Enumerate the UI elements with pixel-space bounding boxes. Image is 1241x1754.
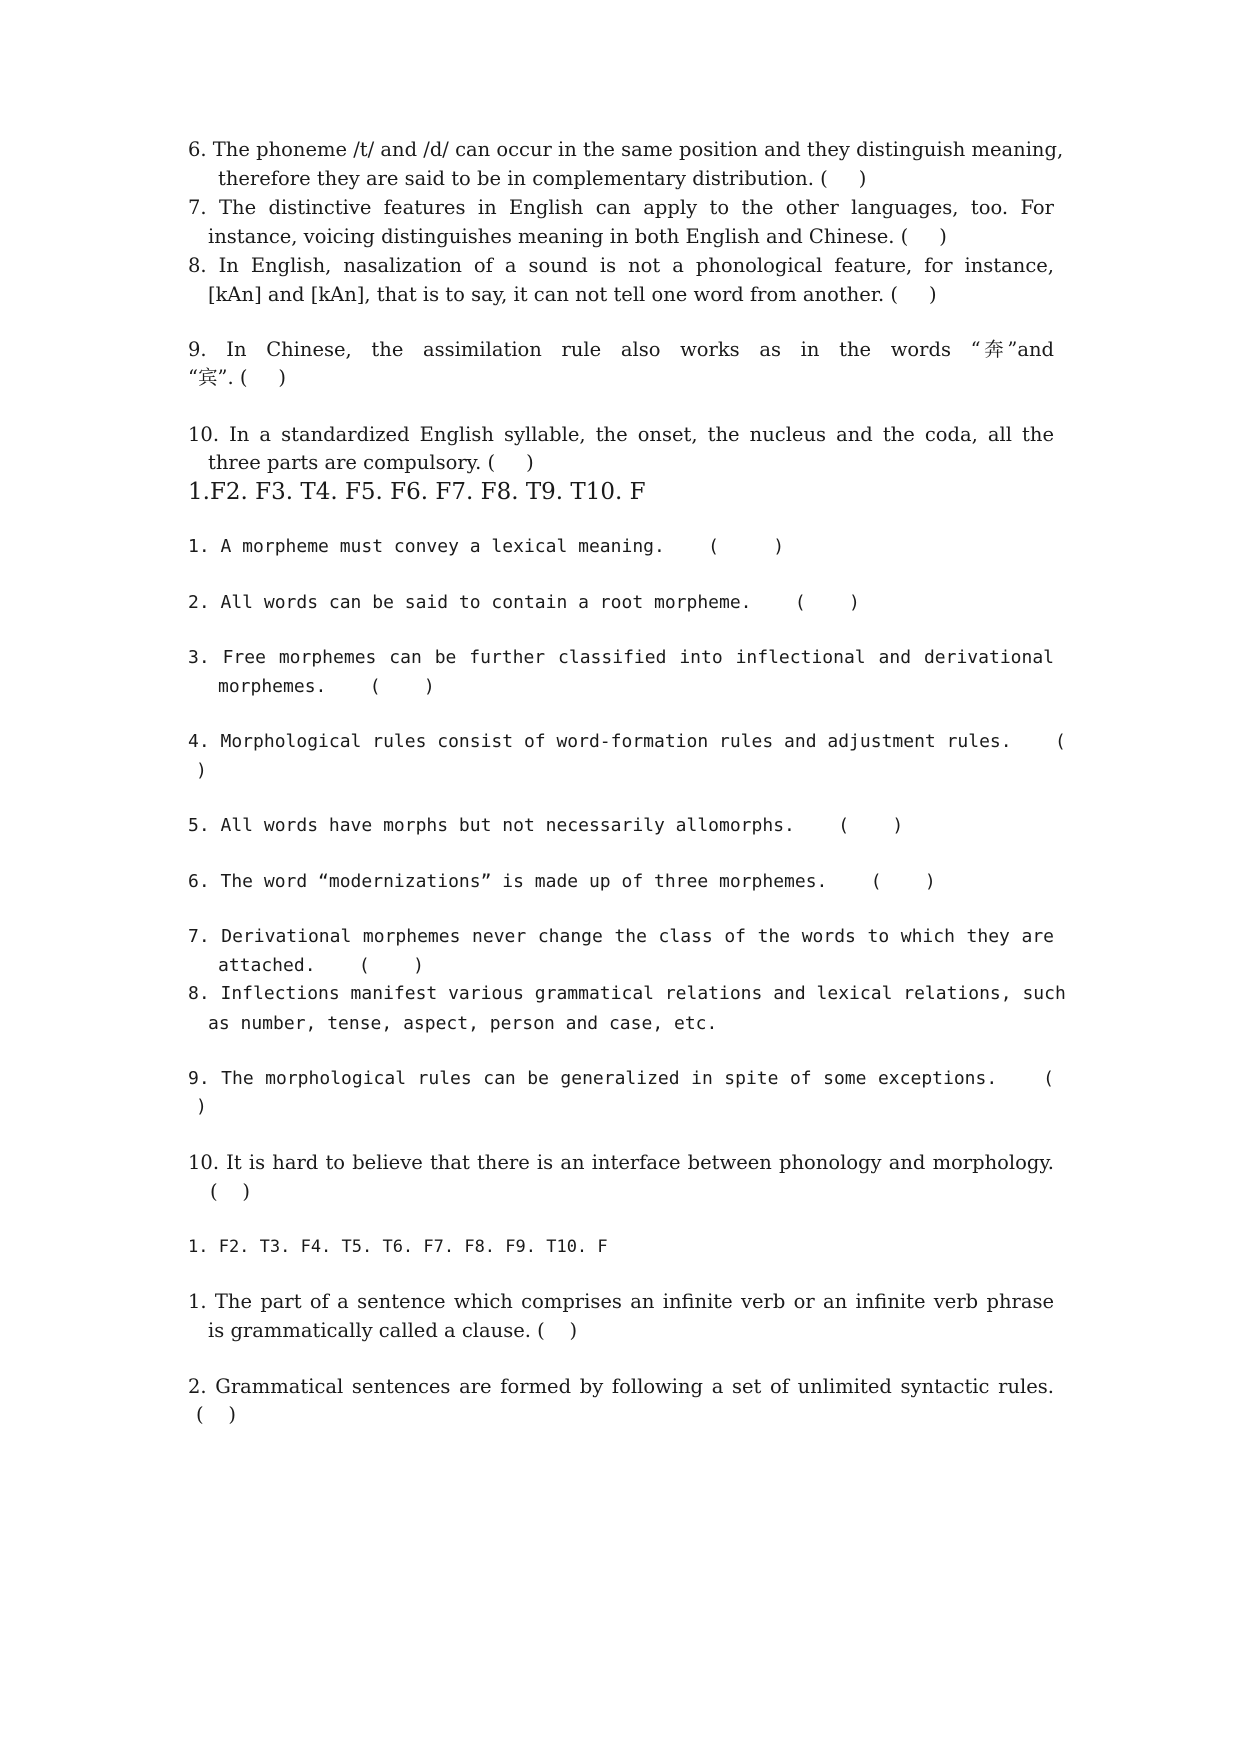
q7-distinctive-line2: instance, voicing distinguishes meaning in both English and Chinese. ( ) [208, 225, 947, 248]
q6-phoneme-line1: 6. The phoneme /t/ and /d/ can occur in the same position and they distinguish meaning, [188, 138, 1064, 161]
m7-derivational-line2: attached. ( ) [218, 955, 424, 976]
m6-modernizations: 6. The word “modernizations” is made up of three morphemes. ( ) [188, 871, 936, 892]
m3-free-morphemes-line1: 3. Free morphemes can be further classified into inflectional and derivational [188, 647, 1054, 668]
answer-key-phonology: 1.F2. F3. T4. F5. F6. F7. F8. T9. T10. F [188, 479, 646, 505]
q8-nasalization-line1: 8. In English, nasalization of a sound is not a phonological feature, for instance, [188, 254, 1054, 277]
m2-root-morpheme: 2. All words can be said to contain a root morpheme. ( ) [188, 592, 860, 613]
q9-assimilation-line1: 9. In Chinese, the assimilation rule also works as in the words “奔”and [188, 338, 1054, 361]
m3-free-morphemes-line2: morphemes. ( ) [218, 676, 435, 697]
q6-phoneme-line2: therefore they are said to be in complementary distribution. ( ) [218, 167, 867, 190]
s1-clause-line1: 1. The part of a sentence which comprises an infinite verb or an infinite verb phrase [188, 1290, 1054, 1313]
m9-generalized-line2: ) [196, 1096, 207, 1117]
answer-key-morphology: 1. F2. T3. F4. T5. T6. F7. F8. F9. T10. F [188, 1237, 608, 1257]
m10-interface-line2: ( ) [210, 1180, 251, 1203]
m4-rules-line1: 4. Morphological rules consist of word-formation rules and adjustment rules. ( [188, 731, 1066, 752]
q8-nasalization-line2: [kAn] and [kAn], that is to say, it can not tell one word from another. ( ) [208, 283, 937, 306]
s2-grammatical-line2: ( ) [196, 1403, 237, 1426]
s1-clause-line2: is grammatically called a clause. ( ) [208, 1319, 578, 1342]
m10-interface-line1: 10. It is hard to believe that there is an interface between phonology and morphology. [188, 1151, 1054, 1174]
m8-inflections-line1: 8. Inflections manifest various grammatical relations and lexical relations, such [188, 983, 1066, 1004]
m9-generalized-line1: 9. The morphological rules can be generalized in spite of some exceptions. ( [188, 1068, 1054, 1089]
s2-grammatical-line1: 2. Grammatical sentences are formed by following a set of unlimited syntactic rules. [188, 1375, 1054, 1398]
m4-rules-line2: ) [196, 760, 207, 781]
m7-derivational-line1: 7. Derivational morphemes never change the class of the words to which they are [188, 926, 1054, 947]
m1-morpheme: 1. A morpheme must convey a lexical meaning. ( ) [188, 536, 785, 557]
q9-assimilation-line2: “宾”. ( ) [188, 366, 287, 389]
q10-syllable-line2: three parts are compulsory. ( ) [208, 451, 534, 474]
m8-inflections-line2: as number, tense, aspect, person and case, etc. [208, 1013, 718, 1034]
m5-morphs: 5. All words have morphs but not necessarily allomorphs. ( ) [188, 815, 904, 836]
q7-distinctive-line1: 7. The distinctive features in English can apply to the other languages, too. For [188, 196, 1054, 219]
q10-syllable-line1: 10. In a standardized English syllable, the onset, the nucleus and the coda, all the [188, 423, 1054, 446]
